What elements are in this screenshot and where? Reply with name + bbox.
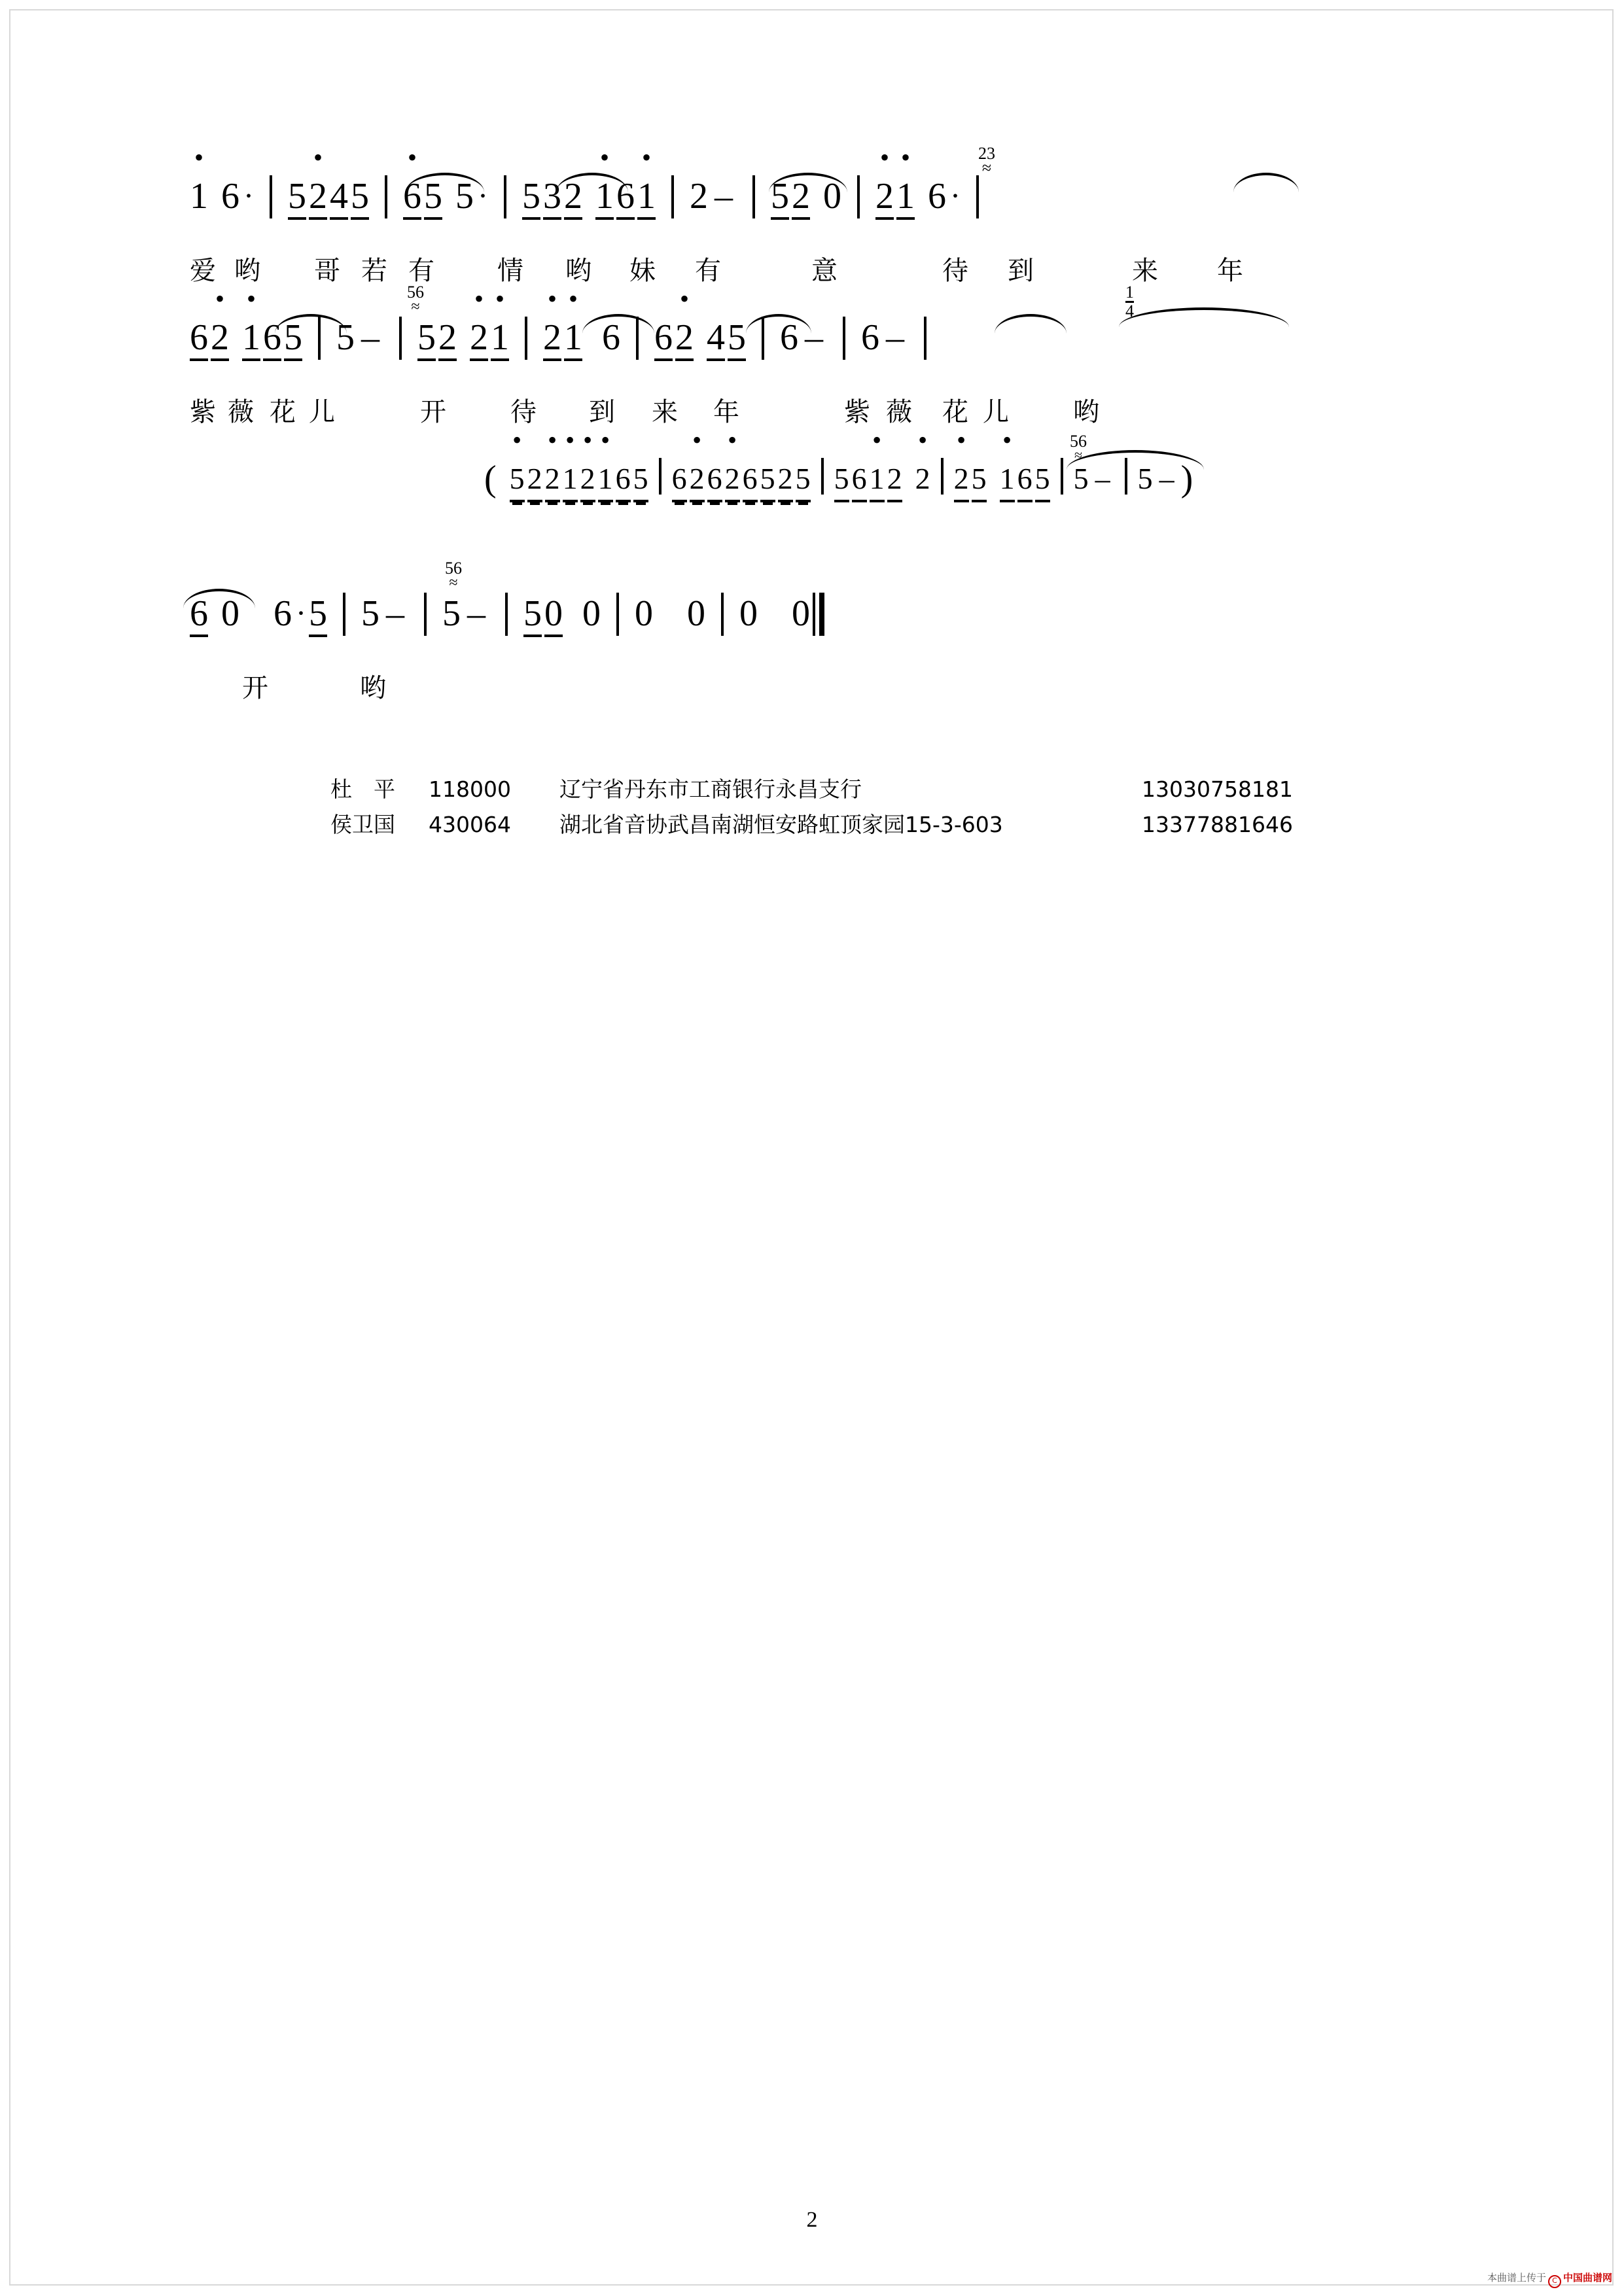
note: 5 [284, 318, 302, 361]
lyric: 有 [695, 256, 721, 286]
watermark-prefix: 本曲谱上传于 [1487, 2272, 1546, 2284]
note: • 1 [564, 318, 582, 361]
note: 0 [822, 176, 841, 217]
credit-phone: 13030758181 [1142, 776, 1293, 802]
page-number: 2 [806, 2208, 818, 2232]
note: • 2 [580, 459, 595, 502]
note: 5 [633, 459, 648, 502]
note: 6 [654, 318, 673, 361]
lyric: 紫 [190, 397, 216, 427]
note: 5 [309, 594, 327, 637]
score-system-2 [190, 283, 1433, 455]
annotation-23: 23 ≈ [978, 145, 995, 174]
final-barline [813, 593, 824, 636]
note: 4 [707, 318, 725, 361]
barline [671, 175, 674, 218]
lyric: 花 [942, 397, 968, 427]
note: 5 [361, 593, 380, 634]
lyric: 到 [589, 397, 615, 427]
note: 5 [1073, 462, 1089, 495]
note: • 2 [875, 177, 894, 220]
note: • 2 [690, 459, 705, 502]
credit-address: 湖北省音协武昌南湖恒安路虹顶家园15-3-603 [559, 812, 1003, 837]
lyric: 开 [420, 397, 446, 427]
note: 5 [522, 177, 540, 220]
note: • 1 [1000, 459, 1015, 502]
annotation-56: 56 ≈ [1070, 432, 1087, 463]
note: 2 [527, 459, 542, 502]
close-paren: ) [1180, 459, 1193, 499]
note: 6 [861, 317, 879, 358]
note: 2 [564, 177, 582, 220]
lyric: 哥 [314, 256, 340, 286]
prolong-dash: – [361, 317, 380, 358]
note-row-2 [190, 283, 1433, 396]
barline [318, 317, 321, 360]
slur [746, 314, 811, 334]
lyric: 若 [361, 256, 387, 286]
barline [343, 593, 345, 636]
note: • 2 [211, 318, 229, 361]
watermark-brand: 中国曲谱网 [1562, 2272, 1612, 2284]
barline [616, 593, 619, 636]
dot-prolong: · [243, 179, 254, 213]
note: 6 [190, 594, 208, 637]
lyric: 紫 [844, 397, 870, 427]
barline [762, 317, 764, 360]
note: 5 [760, 459, 775, 502]
prolong-dash: – [886, 317, 904, 358]
note: 6 [743, 459, 758, 502]
slur [183, 589, 255, 608]
note: • 5 [510, 459, 525, 502]
note: 5 [1137, 462, 1153, 495]
note: 6 [263, 318, 281, 361]
note: 0 [221, 593, 239, 634]
lyric: 花 [270, 397, 296, 427]
lyric: 哟 [1073, 397, 1099, 427]
barline [1125, 458, 1127, 495]
lyric: 哟 [360, 673, 386, 703]
lyric: 情 [497, 256, 523, 286]
barline [721, 593, 724, 636]
lyric: 来 [652, 397, 678, 427]
open-paren: ( [484, 459, 497, 499]
lyric: 年 [1217, 256, 1243, 286]
lyric: 待 [510, 397, 537, 427]
note: • 2 [470, 318, 488, 361]
barline [659, 458, 662, 495]
lyric-row-2 [190, 396, 1433, 442]
note: 2 [792, 177, 810, 220]
note: • 2 [725, 459, 740, 502]
prolong-dash: – [714, 176, 733, 217]
note: 5 [1035, 459, 1050, 502]
note: 6 [927, 176, 946, 217]
note: 0 [634, 593, 653, 634]
prolong-dash: – [1095, 462, 1110, 495]
note: 6 [221, 176, 239, 217]
lyric: 儿 [983, 397, 1009, 427]
note: 0 [791, 593, 810, 634]
note-row-1 [190, 144, 1433, 255]
barline [505, 593, 508, 636]
slur [995, 314, 1067, 334]
note: 5 [351, 177, 369, 220]
lyric: 到 [1008, 256, 1034, 286]
barline [1061, 458, 1063, 495]
barline [399, 317, 402, 360]
prolong-dash: – [805, 317, 823, 358]
credit-account: 430064 [429, 812, 511, 837]
note: 0 [686, 593, 705, 634]
note: 5 [728, 318, 746, 361]
note: • 1 [190, 177, 208, 216]
lyric: 妹 [629, 256, 656, 286]
note: 2 [887, 459, 902, 502]
note: • 2 [675, 318, 694, 361]
barline [941, 458, 944, 495]
credit-address: 辽宁省丹东市工商银行永昌支行 [559, 776, 862, 802]
note: • 1 [242, 318, 260, 361]
barline [636, 317, 639, 360]
credit-account: 118000 [429, 776, 511, 802]
score-system-3 [190, 432, 1433, 590]
note: • 1 [870, 459, 885, 502]
barline [385, 175, 387, 218]
score-system-1 [190, 144, 1433, 314]
barline [270, 175, 272, 218]
note: 6 [672, 459, 687, 502]
barline [821, 458, 824, 495]
lyric: 薇 [228, 397, 254, 427]
note: • 2 [954, 459, 969, 502]
note: 6 [707, 459, 722, 502]
lyric: 哟 [565, 256, 591, 286]
note: 5 [455, 176, 474, 217]
note: • 2 [915, 459, 930, 498]
note: 6 [602, 317, 620, 358]
note: 6 [852, 459, 867, 502]
note: • 1 [491, 318, 509, 361]
note: 5 [523, 594, 542, 637]
lyric: 意 [811, 256, 838, 286]
copyright-icon: C [1548, 2275, 1561, 2288]
lyric-row-1 [190, 255, 1433, 301]
score-body [190, 144, 1433, 735]
note: 5 [796, 459, 811, 502]
note: 5 [442, 593, 461, 634]
note-row-3 [190, 432, 1433, 525]
note: 4 [330, 177, 348, 220]
note: 0 [582, 593, 601, 634]
note: 3 [543, 177, 561, 220]
barline [424, 593, 427, 636]
note: • 2 [543, 318, 561, 361]
note: • 2 [309, 177, 327, 220]
note: • 6 [403, 177, 421, 220]
watermark [1487, 2270, 1612, 2288]
note: 6 [274, 593, 292, 634]
lyric: 儿 [309, 397, 335, 427]
note: 6 [616, 177, 635, 220]
note: 2 [438, 318, 457, 361]
note: 5 [771, 177, 789, 220]
dot-prolong: · [949, 179, 961, 213]
dot-prolong: · [477, 179, 488, 213]
barline [924, 317, 927, 360]
note: 5 [417, 318, 436, 361]
lyric: 开 [242, 673, 268, 703]
note: 6 [616, 459, 631, 502]
note: 5 [834, 459, 849, 502]
note: 5 [424, 177, 442, 220]
lyric: 年 [713, 397, 739, 427]
note: 6 [1017, 459, 1033, 502]
credit-name: 侯卫国 [330, 812, 395, 837]
note: • 1 [563, 459, 578, 502]
lyric: 哟 [234, 256, 260, 286]
score-system-4 [190, 559, 1433, 731]
credit-phone: 13377881646 [1142, 812, 1293, 837]
note: 5 [972, 459, 987, 502]
note: 2 [689, 176, 708, 217]
annotation-56: 56 ≈ [407, 283, 424, 315]
lyric: 有 [408, 256, 434, 286]
barline [857, 175, 860, 218]
note: • 1 [595, 177, 614, 220]
lyric-row-4 [190, 672, 1433, 718]
note: 0 [739, 593, 758, 634]
lyric: 待 [942, 256, 968, 286]
dot-prolong: · [296, 596, 306, 631]
prolong-dash: – [1159, 462, 1174, 495]
note: 0 [544, 594, 563, 637]
note: 5 [336, 317, 355, 358]
prolong-dash: – [385, 593, 404, 634]
barline [525, 317, 527, 360]
note: • 1 [598, 459, 613, 502]
note: 6 [780, 317, 798, 358]
note: 5 [288, 177, 306, 220]
barline [752, 175, 755, 218]
note: 6 [190, 318, 208, 361]
lyric: 来 [1132, 256, 1158, 286]
note: • 1 [896, 177, 915, 220]
note-row-4 [190, 559, 1433, 672]
note: • 1 [637, 177, 656, 220]
lyric: 爱 [190, 256, 216, 286]
barline [976, 175, 979, 218]
lyric: 薇 [886, 397, 912, 427]
annotation-56: 56 ≈ [445, 559, 462, 591]
credit-name: 杜 平 [330, 776, 395, 802]
note: • 2 [545, 459, 560, 502]
barline [843, 317, 845, 360]
prolong-dash: – [467, 593, 485, 634]
note: 2 [778, 459, 793, 502]
annotation-quarter: $\frac{1}{4}$ [1125, 283, 1134, 321]
barline [504, 175, 506, 218]
